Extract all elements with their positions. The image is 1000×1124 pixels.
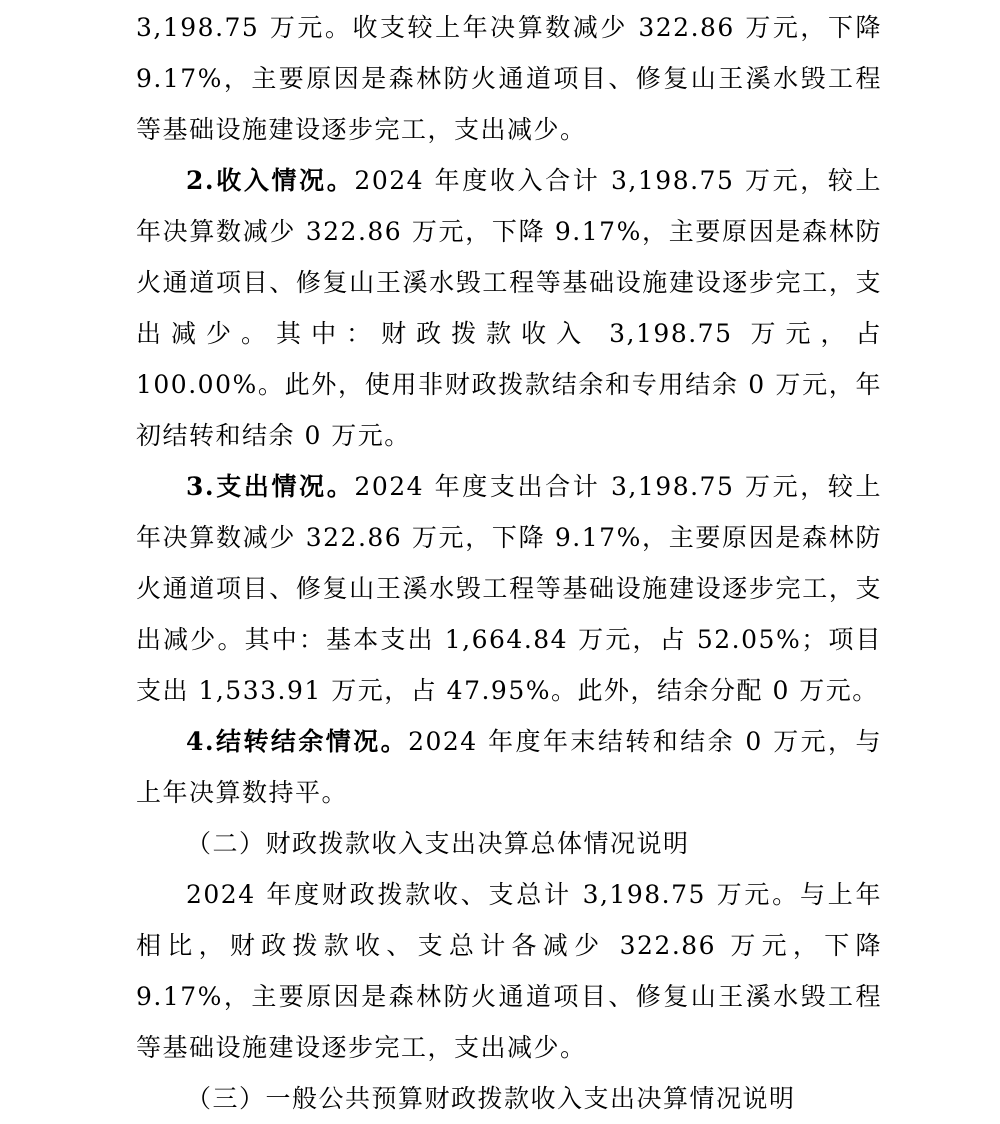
section-body-carryover: 2024 年度年末结转和结余 0 万元，与上年决算数持平。 [136, 727, 882, 807]
paragraph-overview: 3,198.75 万元。收支较上年决算数减少 322.86 万元，下降 9.17%，主要原因是森林防火通道项目、修复山王溪水毁工程等基础设施建设逐步完工，支出减少。 [136, 13, 882, 144]
section-body-income: 2024 年度收入合计 3,198.75 万元，较上年决算数减少 322.86 万元，下降 9.17%，主要原因是森林防火通道项目、修复山王溪水毁工程等基础设施建设逐步完工，支出减少。其中：财政拨款收入 3,198.75 万元，占 100.00%。此外，使用非财政拨款结余和专用结余 0 万元，年初结转和结余 0 万元。 [136, 166, 882, 450]
paragraph-carryover [136, 716, 882, 818]
section-title-carryover: 4.结转结余情况。 [186, 727, 409, 756]
heading-fiscal-overview: （二）财政拨款收入支出决算总体情况说明 [186, 829, 690, 858]
paragraph-fiscal-overview: 2024 年度财政拨款收、支总计 3,198.75 万元。与上年相比，财政拨款收、支总计各减少 322.86 万元，下降 9.17%，主要原因是森林防火通道项目、修复山王溪水毁工程等基础设施建设逐步完工，支出减少。 [136, 880, 882, 1062]
section-title-income: 2.收入情况。 [186, 166, 355, 195]
section-title-expenditure: 3.支出情况。 [186, 472, 355, 501]
document-page [136, 2, 882, 1124]
section-body-expenditure: 2024 年度支出合计 3,198.75 万元，较上年决算数减少 322.86 万元，下降 9.17%，主要原因是森林防火通道项目、修复山王溪水毁工程等基础设施建设逐步完工，支出减少。其中：基本支出 1,664.84 万元，占 52.05%；项目支出 1,533.91 万元，占 47.95%。此外，结余分配 0 万元。 [136, 472, 882, 705]
paragraph-income [136, 155, 882, 461]
paragraph-expenditure [136, 461, 882, 716]
heading-general-budget: （三）一般公共预算财政拨款收入支出决算情况说明 [186, 1084, 796, 1113]
